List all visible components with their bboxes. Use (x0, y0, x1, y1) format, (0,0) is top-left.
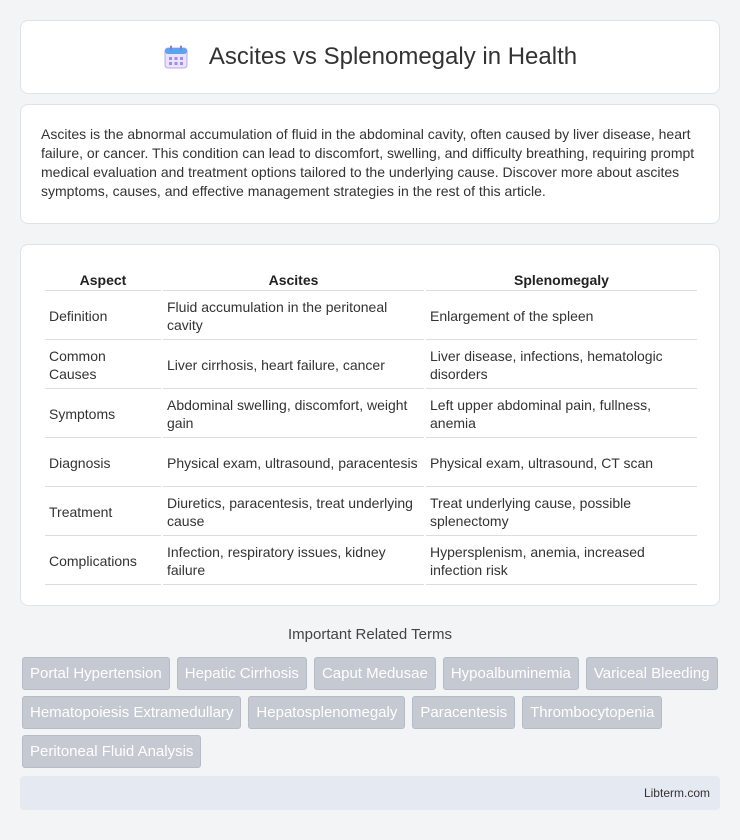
row-splenomegaly: Liver disease, infections, hematologic disorders (426, 342, 697, 389)
table-row (45, 538, 697, 585)
footer (20, 776, 720, 810)
calendar-icon (163, 44, 189, 70)
term-tag[interactable]: Paracentesis (412, 696, 515, 729)
table-row (45, 440, 697, 487)
term-tag[interactable]: Caput Medusae (314, 657, 436, 690)
header-ascites: Ascites (163, 267, 424, 291)
term-tag[interactable]: Hypoalbuminemia (443, 657, 579, 690)
intro-text: Ascites is the abnormal accumulation of fluid in the abdominal cavity, often caused by liver disease, heart failure, or cancer. This condition can lead to discomfort, swelling, and difficulty breathing, requiring prompt medical evaluation and treatment options tailored to the underlying cause. Discover more about ascites symptoms, causes, and effective management strategies in the rest of this article. (41, 126, 695, 199)
row-ascites: Fluid accumulation in the peritoneal cavity (163, 293, 424, 340)
footer-site-link[interactable]: Libterm.com (643, 786, 710, 800)
table-row (45, 391, 697, 438)
row-splenomegaly: Enlargement of the spleen (426, 293, 697, 340)
term-tag[interactable]: Thrombocytopenia (522, 696, 662, 729)
table-row (45, 293, 697, 340)
row-ascites: Physical exam, ultrasound, paracentesis (163, 440, 424, 487)
row-ascites: Infection, respiratory issues, kidney failure (163, 538, 424, 585)
row-ascites: Diuretics, paracentesis, treat underlying cause (163, 489, 424, 536)
row-splenomegaly: Hypersplenism, anemia, increased infection risk (426, 538, 697, 585)
row-splenomegaly: Physical exam, ultrasound, CT scan (426, 440, 697, 487)
term-tag[interactable]: Variceal Bleeding (586, 657, 718, 690)
header-card (20, 20, 720, 94)
table-row (45, 489, 697, 536)
intro-card (20, 104, 720, 224)
row-aspect: Common Causes (45, 342, 161, 389)
comparison-table-card (20, 244, 720, 606)
term-tag[interactable]: Hepatic Cirrhosis (177, 657, 307, 690)
row-ascites: Liver cirrhosis, heart failure, cancer (163, 342, 424, 389)
term-tag[interactable]: Hematopoiesis Extramedullary (22, 696, 241, 729)
header-splenomegaly: Splenomegaly (426, 267, 697, 291)
row-aspect: Complications (45, 538, 161, 585)
page-title: Ascites vs Splenomegaly in Health (208, 43, 578, 70)
row-splenomegaly: Left upper abdominal pain, fullness, anemia (426, 391, 697, 438)
row-aspect: Diagnosis (45, 440, 161, 487)
related-terms-title: Important Related Terms (288, 626, 452, 643)
table-row (45, 342, 697, 389)
related-terms-list (22, 657, 722, 768)
row-aspect: Treatment (45, 489, 161, 536)
row-ascites: Abdominal swelling, discomfort, weight gain (163, 391, 424, 438)
row-aspect: Symptoms (45, 391, 161, 438)
table-header-row (45, 267, 697, 291)
row-aspect: Definition (45, 293, 161, 340)
term-tag[interactable]: Portal Hypertension (22, 657, 170, 690)
header-aspect: Aspect (45, 267, 161, 291)
comparison-table (43, 265, 699, 587)
term-tag[interactable]: Hepatosplenomegaly (248, 696, 405, 729)
term-tag[interactable]: Peritoneal Fluid Analysis (22, 735, 201, 768)
row-splenomegaly: Treat underlying cause, possible splenectomy (426, 489, 697, 536)
